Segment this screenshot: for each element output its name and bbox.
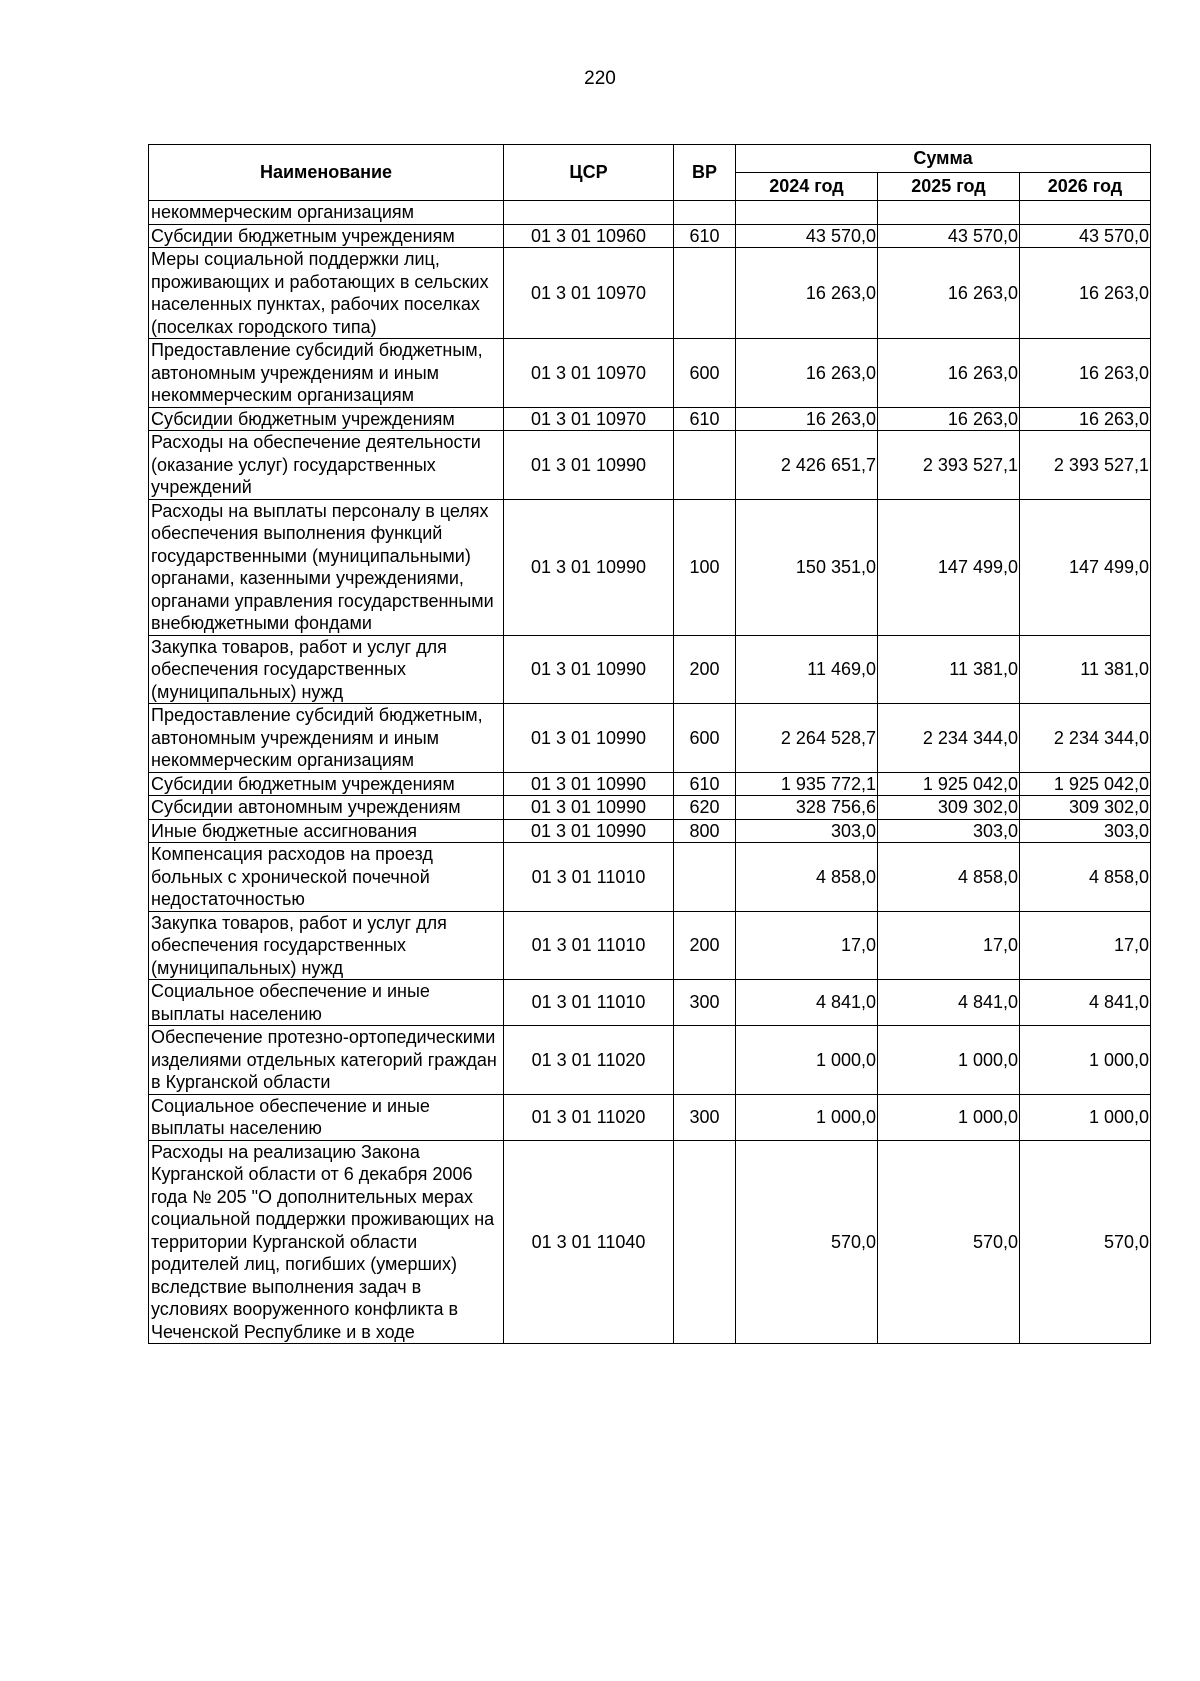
row-csr: 01 3 01 10960 bbox=[504, 224, 674, 248]
row-sum-2024: 2 264 528,7 bbox=[736, 704, 878, 773]
row-name: Социальное обеспечение и иные выплаты населению bbox=[149, 1094, 504, 1140]
header-year-2025: 2025 год bbox=[878, 173, 1020, 201]
row-vr bbox=[674, 1140, 736, 1344]
row-sum-2026: 2 234 344,0 bbox=[1020, 704, 1151, 773]
row-csr: 01 3 01 10990 bbox=[504, 772, 674, 796]
row-sum-2026: 43 570,0 bbox=[1020, 224, 1151, 248]
row-name: Меры социальной поддержки лиц, проживающих и работающих в сельских населенных пунктах, рабочих поселках (поселках городского типа) bbox=[149, 248, 504, 339]
table-row bbox=[149, 407, 1151, 431]
table-row bbox=[149, 819, 1151, 843]
header-year-2024: 2024 год bbox=[736, 173, 878, 201]
row-vr: 610 bbox=[674, 772, 736, 796]
budget-table bbox=[148, 144, 1151, 1344]
header-name: Наименование bbox=[149, 145, 504, 201]
table-body bbox=[149, 201, 1151, 1344]
row-sum-2024: 570,0 bbox=[736, 1140, 878, 1344]
table-row bbox=[149, 431, 1151, 500]
row-name: некоммерческим организациям bbox=[149, 201, 504, 225]
row-sum-2026: 1 925 042,0 bbox=[1020, 772, 1151, 796]
table-row bbox=[149, 980, 1151, 1026]
row-csr: 01 3 01 11010 bbox=[504, 980, 674, 1026]
row-name: Обеспечение протезно-ортопедическими изделиями отдельных категорий граждан в Курганской области bbox=[149, 1026, 504, 1095]
row-sum-2024: 328 756,6 bbox=[736, 796, 878, 820]
row-sum-2025: 17,0 bbox=[878, 911, 1020, 980]
row-sum-2026: 2 393 527,1 bbox=[1020, 431, 1151, 500]
row-csr: 01 3 01 10970 bbox=[504, 339, 674, 408]
row-name: Иные бюджетные ассигнования bbox=[149, 819, 504, 843]
row-sum-2026: 11 381,0 bbox=[1020, 635, 1151, 704]
table-row bbox=[149, 339, 1151, 408]
row-name: Субсидии бюджетным учреждениям bbox=[149, 407, 504, 431]
row-vr: 610 bbox=[674, 407, 736, 431]
row-vr: 610 bbox=[674, 224, 736, 248]
row-csr: 01 3 01 10990 bbox=[504, 819, 674, 843]
row-sum-2025: 4 841,0 bbox=[878, 980, 1020, 1026]
row-sum-2024: 4 858,0 bbox=[736, 843, 878, 912]
row-name: Предоставление субсидий бюджетным, автономным учреждениям и иным некоммерческим организациям bbox=[149, 704, 504, 773]
table-row bbox=[149, 201, 1151, 225]
table-row bbox=[149, 224, 1151, 248]
row-vr: 620 bbox=[674, 796, 736, 820]
table-row bbox=[149, 796, 1151, 820]
row-csr: 01 3 01 11010 bbox=[504, 843, 674, 912]
table-row bbox=[149, 911, 1151, 980]
row-name: Предоставление субсидий бюджетным, автономным учреждениям и иным некоммерческим организациям bbox=[149, 339, 504, 408]
row-sum-2025: 16 263,0 bbox=[878, 339, 1020, 408]
row-sum-2026: 16 263,0 bbox=[1020, 407, 1151, 431]
row-sum-2025: 2 393 527,1 bbox=[878, 431, 1020, 500]
header-vr: ВР bbox=[674, 145, 736, 201]
row-vr: 200 bbox=[674, 635, 736, 704]
row-sum-2024: 11 469,0 bbox=[736, 635, 878, 704]
row-sum-2024: 4 841,0 bbox=[736, 980, 878, 1026]
row-sum-2024: 1 000,0 bbox=[736, 1026, 878, 1095]
row-sum-2025: 147 499,0 bbox=[878, 499, 1020, 635]
row-sum-2026: 1 000,0 bbox=[1020, 1094, 1151, 1140]
table-row bbox=[149, 499, 1151, 635]
row-sum-2026: 16 263,0 bbox=[1020, 339, 1151, 408]
table-row bbox=[149, 1140, 1151, 1344]
row-name: Компенсация расходов на проезд больных с хронической почечной недостаточностью bbox=[149, 843, 504, 912]
row-sum-2026: 303,0 bbox=[1020, 819, 1151, 843]
row-sum-2024: 43 570,0 bbox=[736, 224, 878, 248]
row-sum-2026: 4 858,0 bbox=[1020, 843, 1151, 912]
table-row bbox=[149, 1026, 1151, 1095]
row-sum-2026: 16 263,0 bbox=[1020, 248, 1151, 339]
row-csr: 01 3 01 10990 bbox=[504, 431, 674, 500]
row-name: Закупка товаров, работ и услуг для обеспечения государственных (муниципальных) нужд bbox=[149, 635, 504, 704]
row-sum-2024: 303,0 bbox=[736, 819, 878, 843]
row-sum-2025: 16 263,0 bbox=[878, 248, 1020, 339]
row-sum-2026 bbox=[1020, 201, 1151, 225]
row-sum-2025: 1 925 042,0 bbox=[878, 772, 1020, 796]
row-vr: 800 bbox=[674, 819, 736, 843]
table-row bbox=[149, 843, 1151, 912]
row-name: Социальное обеспечение и иные выплаты населению bbox=[149, 980, 504, 1026]
row-sum-2024: 16 263,0 bbox=[736, 339, 878, 408]
row-sum-2024: 1 000,0 bbox=[736, 1094, 878, 1140]
row-name: Расходы на реализацию Закона Курганской области от 6 декабря 2006 года № 205 "О дополнительных мерах социальной поддержки проживающих на территории Курганской области родителей лиц, погибших (умерших) вследствие выполнения задач в условиях вооруженного конфликта в Чеченской Республике и в ходе bbox=[149, 1140, 504, 1344]
row-sum-2025: 16 263,0 bbox=[878, 407, 1020, 431]
row-sum-2024: 2 426 651,7 bbox=[736, 431, 878, 500]
row-sum-2024: 16 263,0 bbox=[736, 407, 878, 431]
row-sum-2024: 16 263,0 bbox=[736, 248, 878, 339]
table-row bbox=[149, 635, 1151, 704]
row-csr: 01 3 01 10990 bbox=[504, 796, 674, 820]
row-vr: 300 bbox=[674, 980, 736, 1026]
row-name: Субсидии бюджетным учреждениям bbox=[149, 772, 504, 796]
row-csr: 01 3 01 11020 bbox=[504, 1026, 674, 1095]
row-name: Субсидии бюджетным учреждениям bbox=[149, 224, 504, 248]
row-vr: 100 bbox=[674, 499, 736, 635]
row-name: Расходы на выплаты персоналу в целях обеспечения выполнения функций государственными (муниципальными) органами, казенными учреждениями, органами управления государственными внебюджетными фондами bbox=[149, 499, 504, 635]
row-vr bbox=[674, 201, 736, 225]
row-sum-2025: 2 234 344,0 bbox=[878, 704, 1020, 773]
row-name: Закупка товаров, работ и услуг для обеспечения государственных (муниципальных) нужд bbox=[149, 911, 504, 980]
row-sum-2026: 4 841,0 bbox=[1020, 980, 1151, 1026]
row-vr bbox=[674, 248, 736, 339]
row-vr bbox=[674, 1026, 736, 1095]
row-vr bbox=[674, 431, 736, 500]
row-vr bbox=[674, 843, 736, 912]
row-sum-2024 bbox=[736, 201, 878, 225]
row-sum-2025: 1 000,0 bbox=[878, 1094, 1020, 1140]
row-sum-2025 bbox=[878, 201, 1020, 225]
row-sum-2025: 570,0 bbox=[878, 1140, 1020, 1344]
row-sum-2024: 1 935 772,1 bbox=[736, 772, 878, 796]
row-csr: 01 3 01 10990 bbox=[504, 704, 674, 773]
row-sum-2026: 147 499,0 bbox=[1020, 499, 1151, 635]
row-sum-2025: 1 000,0 bbox=[878, 1026, 1020, 1095]
row-vr: 300 bbox=[674, 1094, 736, 1140]
page-number: 220 bbox=[584, 68, 616, 89]
row-csr: 01 3 01 11020 bbox=[504, 1094, 674, 1140]
row-csr: 01 3 01 11010 bbox=[504, 911, 674, 980]
table-row bbox=[149, 248, 1151, 339]
row-sum-2025: 309 302,0 bbox=[878, 796, 1020, 820]
row-csr: 01 3 01 10970 bbox=[504, 407, 674, 431]
table-row bbox=[149, 1094, 1151, 1140]
row-sum-2025: 303,0 bbox=[878, 819, 1020, 843]
row-vr: 600 bbox=[674, 704, 736, 773]
row-vr: 200 bbox=[674, 911, 736, 980]
row-sum-2025: 4 858,0 bbox=[878, 843, 1020, 912]
row-csr: 01 3 01 10990 bbox=[504, 635, 674, 704]
row-sum-2025: 11 381,0 bbox=[878, 635, 1020, 704]
row-name: Субсидии автономным учреждениям bbox=[149, 796, 504, 820]
header-sum: Сумма bbox=[736, 145, 1151, 173]
row-csr: 01 3 01 10990 bbox=[504, 499, 674, 635]
table-row bbox=[149, 772, 1151, 796]
row-sum-2026: 1 000,0 bbox=[1020, 1026, 1151, 1095]
header-year-2026: 2026 год bbox=[1020, 173, 1151, 201]
row-vr: 600 bbox=[674, 339, 736, 408]
table-row bbox=[149, 704, 1151, 773]
row-csr bbox=[504, 201, 674, 225]
row-csr: 01 3 01 11040 bbox=[504, 1140, 674, 1344]
row-sum-2025: 43 570,0 bbox=[878, 224, 1020, 248]
row-sum-2024: 17,0 bbox=[736, 911, 878, 980]
row-sum-2026: 17,0 bbox=[1020, 911, 1151, 980]
header-csr: ЦСР bbox=[504, 145, 674, 201]
row-name: Расходы на обеспечение деятельности (оказание услуг) государственных учреждений bbox=[149, 431, 504, 500]
row-sum-2024: 150 351,0 bbox=[736, 499, 878, 635]
row-sum-2026: 309 302,0 bbox=[1020, 796, 1151, 820]
row-csr: 01 3 01 10970 bbox=[504, 248, 674, 339]
table-header bbox=[149, 145, 1151, 201]
row-sum-2026: 570,0 bbox=[1020, 1140, 1151, 1344]
